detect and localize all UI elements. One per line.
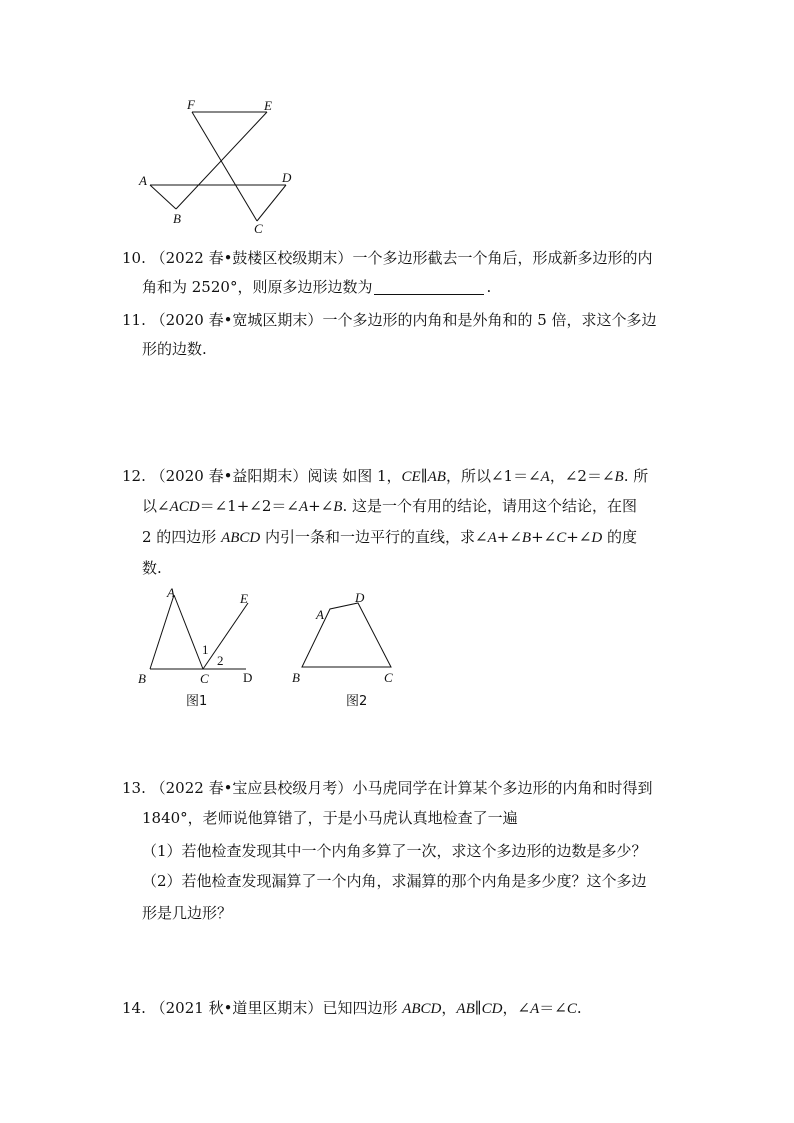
fig2-label-a: A — [316, 607, 324, 622]
q12-line4 — [142, 557, 162, 579]
segment-ba — [150, 595, 174, 669]
q14-var-a: A — [530, 1001, 540, 1017]
q14-parallel-symbol: ∥ — [474, 999, 482, 1017]
fig2-label-d: D — [355, 590, 365, 605]
label-c: C — [254, 221, 263, 235]
fig1-label-c: C — [200, 671, 209, 686]
q12-source: （2020 春•益阳期末） — [150, 467, 308, 485]
q14-var-abcd: ABCD — [402, 1001, 442, 1017]
q12-text: 以∠ — [142, 497, 170, 515]
q13-sub1 — [142, 840, 647, 862]
q13-number: 13. — [122, 779, 146, 797]
label-d: D — [282, 170, 292, 185]
fig1-label-a: A — [167, 585, 175, 600]
fig1-angle-2: 2 — [217, 653, 224, 668]
q14-text: ＝∠ — [539, 999, 567, 1017]
fig1-label-e: E — [240, 591, 248, 606]
q10-source: （2022 春•鼓楼区校级期末） — [150, 249, 353, 267]
q12-var-ce: CE — [401, 469, 421, 485]
q12-var-ab: AB — [427, 469, 446, 485]
q14-var-c: C — [566, 1001, 577, 1017]
q11-number: 11. — [122, 311, 146, 329]
q14-text: 已知四边形 — [322, 999, 403, 1017]
label-a: A — [139, 173, 147, 188]
q12-text: +∠ — [531, 528, 557, 546]
q12-line1 — [122, 465, 648, 488]
q12-var-b: B — [333, 499, 343, 515]
q13-line1 — [122, 777, 652, 799]
q14-var-cd: CD — [481, 1001, 503, 1017]
q13-source: （2022 春•宝应县校级月考） — [150, 779, 353, 797]
q12-var-b: B — [614, 469, 624, 485]
q14-text: ，∠ — [502, 999, 531, 1017]
q10-answer-blank[interactable] — [374, 278, 484, 295]
q12-var-acd: ACD — [169, 499, 200, 515]
q12-var-c: C — [556, 530, 567, 546]
q13-text-1: 小马虎同学在计算某个多边形的内角和时得到 — [352, 779, 653, 797]
fig1-label-b: B — [138, 671, 146, 686]
q14-text: . — [576, 999, 582, 1017]
fig1-caption: 图1 — [186, 694, 208, 709]
q12-text: +∠ — [566, 528, 592, 546]
label-e: E — [264, 98, 272, 113]
segment-ab — [150, 185, 176, 209]
q10-line1 — [122, 247, 652, 269]
q13-sub2-text: （2）若他检查发现漏算了一个内角，求漏算的那个内角是多少度？这个多边 — [142, 872, 647, 890]
q12-text: . 这是一个有用的结论，请用这个结论，在图 — [342, 497, 637, 515]
q12-line3 — [142, 526, 637, 549]
q11-source: （2020 春•宽城区期末） — [150, 311, 323, 329]
q12-var-abcd: ABCD — [221, 530, 261, 546]
q14-line1 — [122, 997, 582, 1020]
q10-number: 10. — [122, 249, 146, 267]
q11-line1 — [122, 309, 657, 331]
segment-fc — [192, 112, 257, 221]
q12-parallel-symbol: ∥ — [420, 467, 428, 485]
q14-text: ， — [441, 999, 457, 1017]
q14-source: （2021 秋•道里区期末） — [150, 999, 323, 1017]
top-figure-svg — [130, 95, 300, 235]
figure-1-svg — [132, 585, 272, 710]
q12-text: +∠ — [496, 528, 522, 546]
q12-text: 内引一条和一边平行的直线，求∠ — [260, 528, 488, 546]
q12-var-b: B — [521, 530, 532, 546]
q12-text: 阅读 如图 1， — [307, 467, 402, 485]
segment-ce — [203, 603, 248, 669]
q10-line2 — [142, 276, 491, 298]
fig1-label-d: D — [243, 670, 253, 685]
q12-text: 2 的四边形 — [142, 528, 222, 546]
q14-number: 14. — [122, 999, 146, 1017]
q12-number: 12. — [122, 467, 146, 485]
q12-var-a: A — [298, 499, 309, 515]
fig2-label-b: B — [292, 670, 300, 685]
fig2-label-c: C — [384, 670, 393, 685]
q12-var-a: A — [540, 469, 550, 485]
segment-ac — [174, 595, 203, 669]
fig1-angle-1: 1 — [202, 642, 209, 657]
q13-sub1-text: （1）若他检查发现其中一个内角多算了一次，求这个多边形的边数是多少？ — [142, 842, 647, 860]
q13-sub2-cont — [142, 902, 232, 924]
figure-2 — [285, 585, 410, 710]
figure-2-svg — [285, 585, 410, 710]
q10-text-3: . — [486, 278, 492, 296]
segment-cd — [257, 185, 286, 221]
q13-line2 — [142, 807, 518, 829]
q11-text-2: 形的边数. — [142, 340, 207, 358]
q12-text: 的度 — [602, 528, 638, 546]
q12-text: ，∠2＝∠ — [549, 467, 615, 485]
q12-var-d: D — [591, 530, 603, 546]
q10-text-2: 角和为 2520°，则原多边形边数为 — [142, 278, 373, 296]
q12-line2 — [142, 495, 637, 518]
q12-text: ，所以∠1＝∠ — [445, 467, 541, 485]
q12-text: 数. — [142, 559, 162, 577]
figure-1 — [132, 585, 272, 710]
q14-var-ab: AB — [456, 1001, 475, 1017]
q13-sub2 — [142, 870, 647, 892]
fig2-caption: 图2 — [346, 694, 368, 709]
top-figure — [130, 95, 300, 235]
q12-text: . 所 — [623, 467, 649, 485]
q13-text-2: 1840°，老师说他算错了，于是小马虎认真地检查了一遍 — [142, 809, 518, 827]
q13-sub2-cont-text: 形是几边形？ — [142, 904, 233, 922]
label-f: F — [187, 97, 195, 112]
q12-text: ＝∠1+∠2＝∠ — [199, 497, 299, 515]
label-b: B — [173, 211, 181, 226]
q10-text-1: 一个多边形截去一个角后，形成新多边形的内 — [352, 249, 653, 267]
q12-text: +∠ — [308, 497, 334, 515]
q11-line2 — [142, 338, 207, 360]
q11-text-1: 一个多边形的内角和是外角和的 5 倍，求这个多边 — [322, 311, 657, 329]
q12-var-a: A — [487, 530, 497, 546]
